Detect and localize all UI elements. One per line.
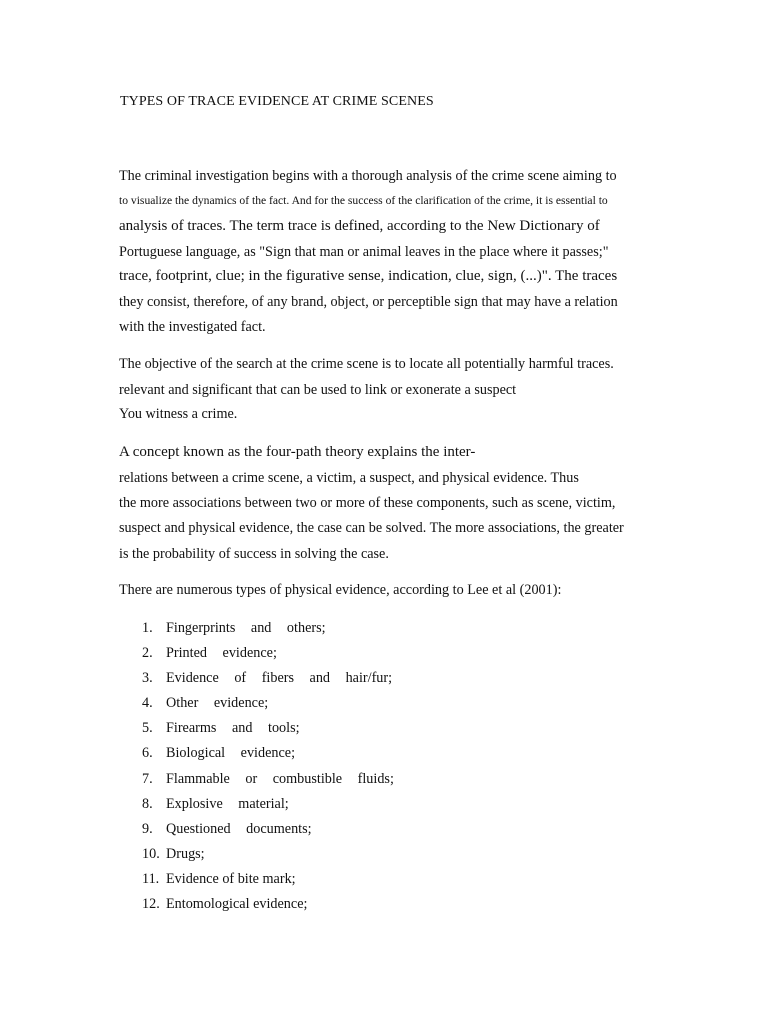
- paragraph-2-line-2: relevant and significant that can be used to link or exonerate a suspect: [119, 382, 517, 398]
- list-item: [142, 821, 312, 838]
- list-item: [142, 645, 277, 662]
- paragraph-3-line-5: is the probability of success in solving the case.: [119, 546, 389, 562]
- list-text: Entomological evidence;: [166, 896, 308, 912]
- list-item: [142, 745, 295, 762]
- list-item: [142, 896, 307, 913]
- list-number: 10.: [142, 846, 160, 862]
- paragraph-1-line-2: to visualize the dynamics of the fact. And for the success of the clarification of the crime, it is essential to: [119, 194, 608, 207]
- list-text: Questioned documents;: [166, 821, 312, 837]
- paragraph-3-line-4: suspect and physical evidence, the case can be solved. The more associations, the greater: [119, 520, 624, 536]
- list-number: 1.: [142, 620, 153, 636]
- list-text: Flammable or combustible fluids;: [166, 771, 394, 787]
- paragraph-3-line-3: the more associations between two or more of these components, such as scene, victim,: [119, 495, 616, 511]
- list-item: [142, 771, 394, 788]
- list-item: [142, 871, 296, 888]
- paragraph-1-line-3: analysis of traces. The term trace is defined, according to the New Dictionary of: [119, 218, 600, 234]
- paragraph-1-line-1: The criminal investigation begins with a thorough analysis of the crime scene aiming to: [119, 168, 617, 184]
- list-number: 5.: [142, 720, 153, 736]
- paragraph-4: There are numerous types of physical evidence, according to Lee et al (2001):: [119, 582, 562, 598]
- list-text: Evidence of fibers and hair/fur;: [166, 670, 393, 686]
- paragraph-1-line-7: with the investigated fact.: [119, 319, 266, 335]
- list-item: [142, 670, 392, 687]
- list-number: 11.: [142, 871, 160, 887]
- document-title: TYPES OF TRACE EVIDENCE AT CRIME SCENES: [120, 94, 434, 109]
- list-item: [142, 720, 300, 737]
- list-number: 6.: [142, 745, 153, 761]
- list-number: 7.: [142, 771, 153, 787]
- list-item: [142, 796, 289, 813]
- list-text: Printed evidence;: [166, 645, 277, 661]
- list-number: 3.: [142, 670, 153, 686]
- list-item: [142, 695, 268, 712]
- list-text: Fingerprints and others;: [166, 620, 326, 636]
- paragraph-1-line-6: they consist, therefore, of any brand, object, or perceptible sign that may have a relation: [119, 294, 618, 310]
- paragraph-2-line-1: The objective of the search at the crime scene is to locate all potentially harmful traces.: [119, 356, 614, 372]
- list-number: 4.: [142, 695, 153, 711]
- paragraph-3-line-2: relations between a crime scene, a victim, a suspect, and physical evidence. Thus: [119, 470, 579, 486]
- paragraph-3-line-1: A concept known as the four-path theory explains the inter-: [119, 444, 476, 460]
- list-text: Firearms and tools;: [166, 720, 300, 736]
- paragraph-1-line-4: Portuguese language, as "Sign that man or animal leaves in the place where it passes;": [119, 244, 609, 260]
- paragraph-1-line-5: trace, footprint, clue; in the figurative sense, indication, clue, sign, (...)". The traces: [119, 268, 618, 284]
- list-number: 9.: [142, 821, 153, 837]
- list-number: 12.: [142, 896, 160, 912]
- list-item: [142, 620, 326, 637]
- list-text: Drugs;: [166, 846, 205, 862]
- list-number: 8.: [142, 796, 153, 812]
- list-item: [142, 846, 205, 863]
- list-text: Other evidence;: [166, 695, 269, 711]
- paragraph-2-line-3: You witness a crime.: [119, 406, 238, 422]
- list-text: Evidence of bite mark;: [166, 871, 296, 887]
- list-number: 2.: [142, 645, 153, 661]
- list-text: Explosive material;: [166, 796, 289, 812]
- list-text: Biological evidence;: [166, 745, 296, 761]
